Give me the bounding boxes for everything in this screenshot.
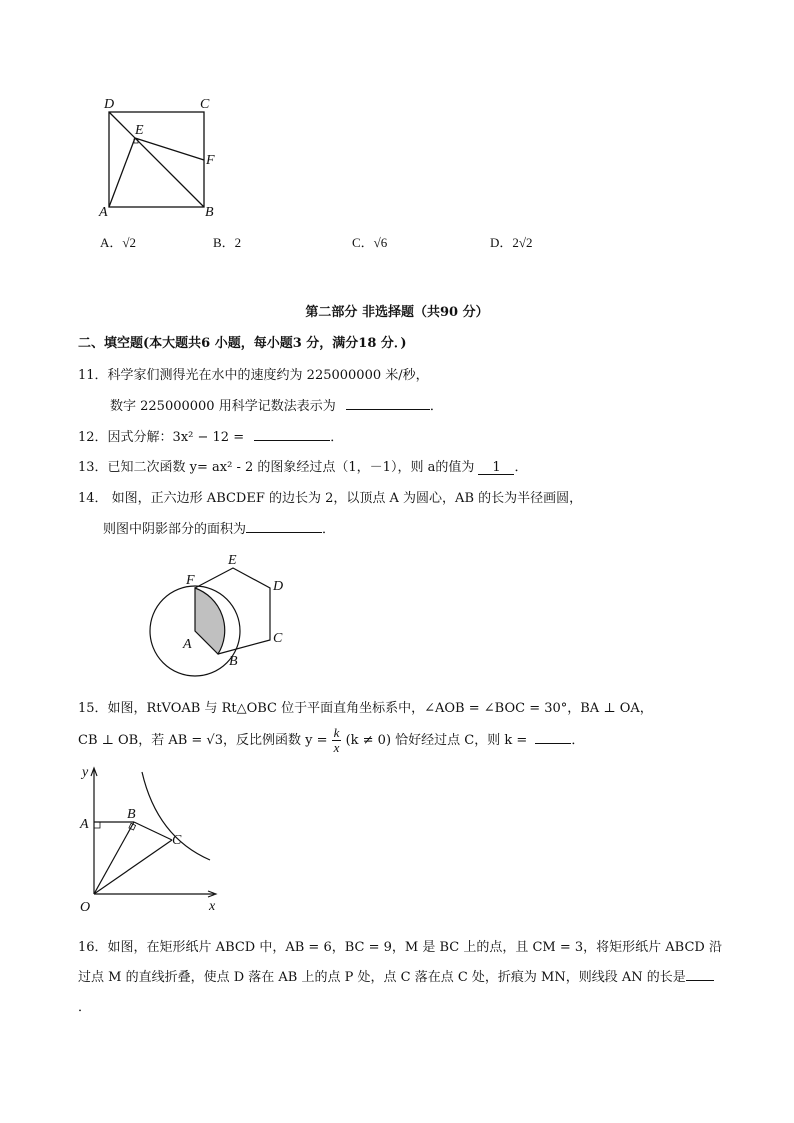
frac-denominator: x <box>333 740 340 755</box>
label-C: C <box>273 631 283 646</box>
q13-text: 13．已知二次函数 y= ax² - 2 的图象经过点（1，－1），则 a的值为 <box>78 460 475 475</box>
q13-answer <box>478 460 514 475</box>
q13-line <box>78 456 527 475</box>
label-C: C <box>172 833 182 848</box>
figure-square <box>95 92 225 222</box>
figure-coordinate <box>72 762 232 920</box>
answer-blank <box>346 397 430 410</box>
label-E: E <box>228 553 237 568</box>
figure-hexagon <box>140 548 300 678</box>
q15-line1: 15．如图，RtVOAB 与 Rt△OBC 位于平面直角坐标系中，∠AOB = ∠BOC = 30°，BA ⊥ OA， <box>78 701 653 716</box>
q12-end: ． <box>330 430 344 445</box>
label-F: F <box>186 573 195 588</box>
option-b <box>213 232 241 251</box>
label-A: A <box>99 205 108 220</box>
option-value: 2√2 <box>512 235 533 250</box>
q15-end: ． <box>571 733 585 748</box>
frac-numerator: k <box>333 725 340 740</box>
label-D: D <box>273 579 284 594</box>
q16-line3: ． <box>78 1000 92 1015</box>
answer-blank <box>535 731 571 744</box>
label-B: B <box>229 654 238 669</box>
label-F: F <box>206 153 215 168</box>
label-A: A <box>80 817 89 832</box>
section-subtitle: 二、填空题(本大题共6 小题，每小题3 分，满分18 分．) <box>78 336 407 351</box>
label-O: O <box>80 900 91 915</box>
q11-end: ． <box>429 399 443 414</box>
q16-line1: 16．如图，在矩形纸片 ABCD 中，AB = 6，BC = 9，M 是 BC 上的点，且 CM = 3，将矩形纸片 ABCD 沿 <box>78 940 722 955</box>
option-value: √6 <box>373 235 388 250</box>
option-a <box>100 232 136 251</box>
q14-end: ． <box>322 522 336 537</box>
q14-line1: 14． 如图，正六边形 ABCDEF 的边长为 2，以顶点 A 为圆心，AB 的长为半径画圆， <box>78 491 583 506</box>
q14-text: 则图中阴影部分的面积为 <box>103 522 247 537</box>
answer-blank <box>246 520 322 533</box>
q15-text-a: CB ⊥ OB，若 AB = √3，反比例函数 y = <box>78 733 328 748</box>
section-title: 第二部分 非选择题（共90 分） <box>305 305 489 320</box>
q11-text: 数字 225000000 用科学记数法表示为 <box>110 399 336 414</box>
option-letter: B． <box>213 235 235 250</box>
label-B: B <box>127 807 136 822</box>
answer-blank <box>254 428 330 441</box>
q12-line <box>78 426 343 445</box>
q16-line2 <box>78 966 714 985</box>
label-E: E <box>135 123 144 138</box>
q13-end: ． <box>514 460 528 475</box>
label-C: C <box>200 97 210 112</box>
q14-line2 <box>103 518 335 537</box>
option-d <box>490 232 533 251</box>
option-letter: A． <box>100 235 123 250</box>
option-letter: C． <box>352 235 374 250</box>
option-letter: D． <box>490 235 513 250</box>
label-B: B <box>205 205 214 220</box>
option-value: 2 <box>234 235 242 250</box>
answer-blank <box>686 968 714 981</box>
label-A: A <box>183 637 192 652</box>
label-D: D <box>104 97 115 112</box>
q13-answer-value: 1 <box>492 460 501 475</box>
q15-text-b: (k ≠ 0) 恰好经过点 C，则 k = <box>345 733 528 748</box>
fraction-k-over-x <box>332 726 342 755</box>
option-c <box>352 232 387 251</box>
q12-text: 12．因式分解：3x² − 12 = <box>78 430 245 445</box>
label-y: y <box>82 765 89 780</box>
q11-line1: 11．科学家们测得光在水中的速度约为 225000000 米/秒， <box>78 368 429 383</box>
q15-line2 <box>78 726 584 755</box>
option-value: √2 <box>122 235 137 250</box>
q11-line2 <box>110 395 443 414</box>
label-x: x <box>209 899 216 914</box>
q16-text: 过点 M 的直线折叠，使点 D 落在 AB 上的点 P 处，点 C 落在点 C 处，折痕为 MN，则线段 AN 的长是 <box>78 970 686 985</box>
